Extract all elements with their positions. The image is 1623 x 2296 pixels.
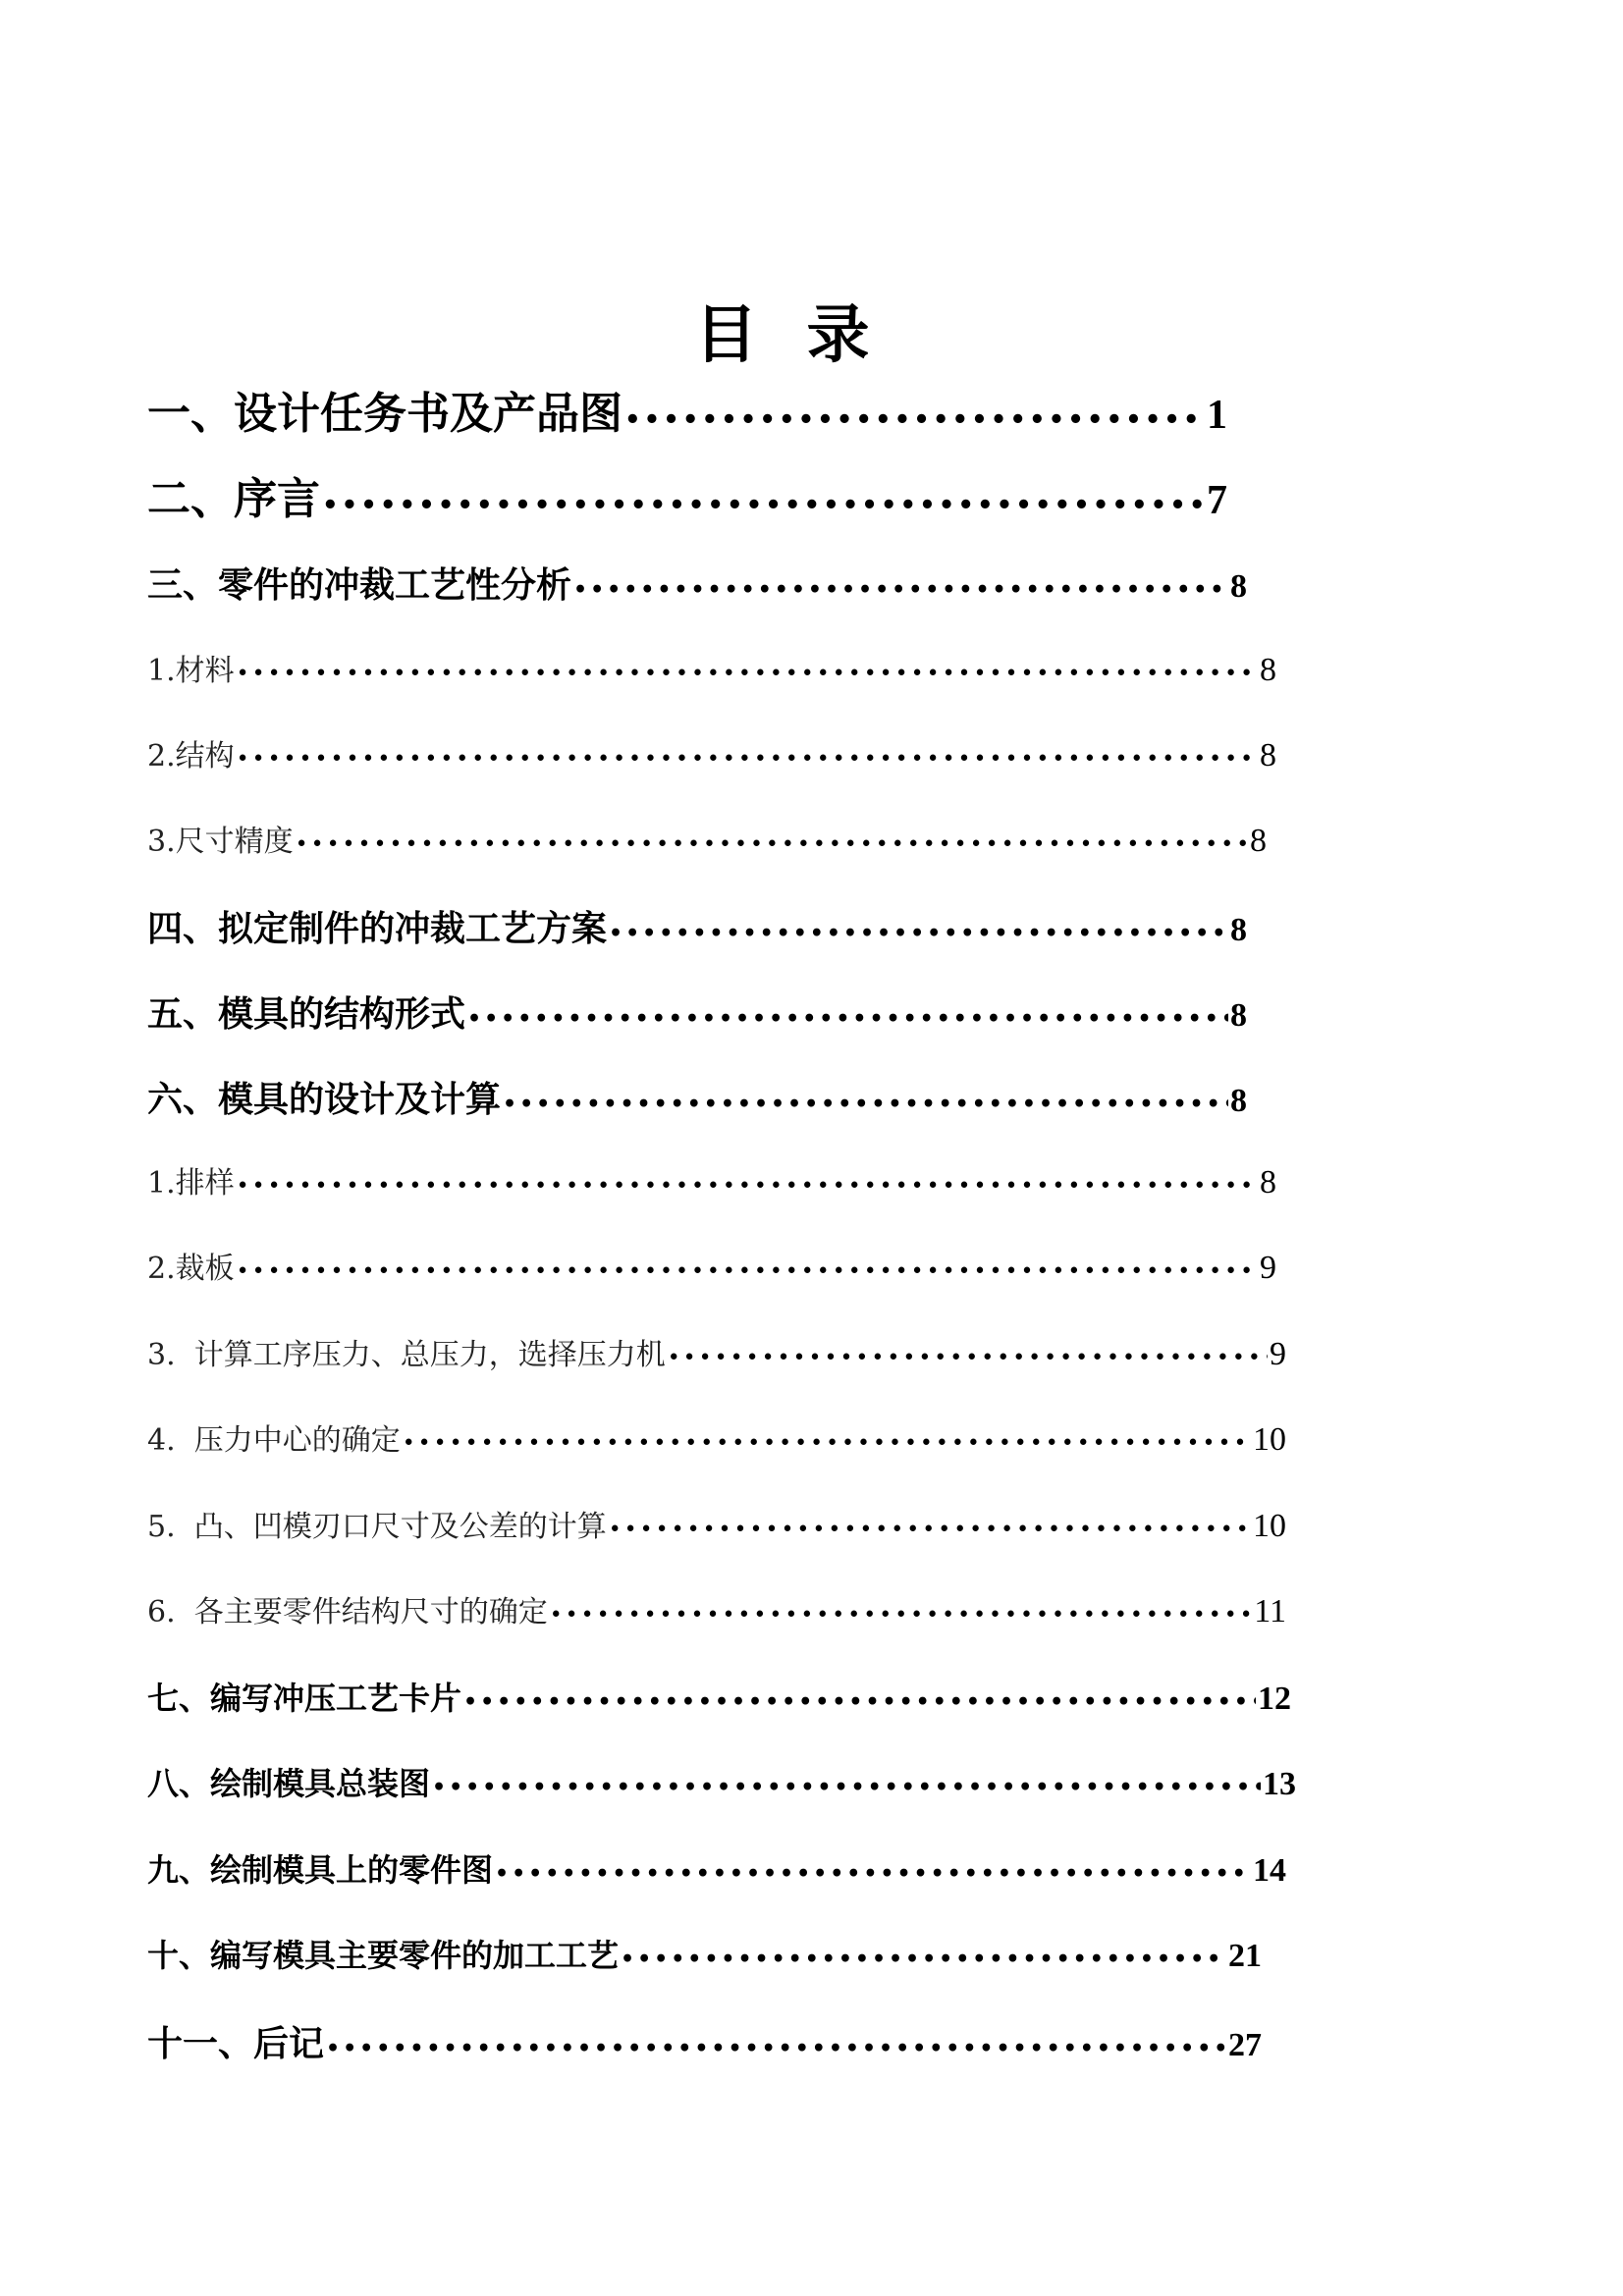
toc-entry-label: 1.排样 bbox=[147, 1166, 235, 1201]
toc-entry-page: 13 bbox=[1263, 1766, 1296, 1802]
toc-entry-page: 8 bbox=[1250, 823, 1267, 859]
toc-entry-page: 8 bbox=[1260, 652, 1276, 688]
toc-entry[interactable] bbox=[147, 1244, 1276, 1287]
toc-entry-page: 14 bbox=[1253, 1852, 1286, 1889]
dot-leader bbox=[237, 662, 1258, 686]
toc-entry[interactable] bbox=[147, 646, 1276, 689]
toc-entry-label: 二、序言 bbox=[147, 474, 320, 524]
toc-entry-label: 6. 各主要零件结构尺寸的确定 bbox=[147, 1595, 548, 1629]
toc-title-char-2: 录 bbox=[806, 298, 870, 372]
toc-entry-page: 8 bbox=[1230, 568, 1247, 605]
toc-entry-label: 4. 压力中心的确定 bbox=[147, 1423, 401, 1458]
dot-leader bbox=[326, 2036, 1226, 2061]
toc-entry-page: 7 bbox=[1207, 478, 1227, 523]
toc-entry[interactable] bbox=[147, 378, 1227, 441]
toc-entry-label: 3.尺寸精度 bbox=[147, 825, 294, 859]
toc-entry-page: 9 bbox=[1260, 1250, 1276, 1286]
toc-entry-page: 8 bbox=[1230, 997, 1247, 1034]
dot-leader bbox=[237, 1259, 1258, 1284]
toc-title-char-1: 目 bbox=[694, 298, 758, 372]
dot-leader bbox=[467, 1006, 1228, 1032]
dot-leader bbox=[237, 747, 1258, 772]
toc-entry[interactable] bbox=[147, 1415, 1286, 1459]
toc-entry[interactable] bbox=[147, 2016, 1262, 2066]
dot-leader bbox=[403, 1431, 1251, 1456]
dot-leader bbox=[668, 1346, 1268, 1370]
toc-entry-label: 八、绘制模具总装图 bbox=[147, 1765, 431, 1802]
dot-leader bbox=[322, 491, 1205, 520]
toc-entry-page: 8 bbox=[1260, 737, 1276, 774]
toc-entry[interactable] bbox=[147, 731, 1276, 774]
toc-entry-page: 11 bbox=[1254, 1593, 1286, 1629]
toc-entry-label: 十一、后记 bbox=[147, 2023, 325, 2064]
toc-entry-page: 8 bbox=[1260, 1164, 1276, 1201]
toc-entry-page: 1 bbox=[1207, 393, 1227, 438]
toc-entry-page: 10 bbox=[1253, 1421, 1286, 1458]
dot-leader bbox=[609, 1518, 1251, 1542]
toc-entry-label: 九、绘制模具上的零件图 bbox=[147, 1851, 494, 1889]
toc-entry[interactable] bbox=[147, 463, 1227, 526]
toc-entry-page: 10 bbox=[1253, 1508, 1286, 1544]
toc-entry-label: 2.结构 bbox=[147, 739, 235, 774]
toc-entry[interactable] bbox=[147, 901, 1247, 951]
dot-leader bbox=[432, 1775, 1261, 1800]
dot-leader bbox=[237, 1174, 1258, 1199]
toc-entry-label: 2.裁板 bbox=[147, 1252, 235, 1286]
dot-leader bbox=[621, 1947, 1226, 1972]
toc-entry-label: 十、编写模具主要零件的加工工艺 bbox=[147, 1937, 620, 1974]
toc-entry-page: 12 bbox=[1258, 1681, 1291, 1717]
toc-entry-label: 七、编写冲压工艺卡片 bbox=[147, 1680, 462, 1717]
toc-entry[interactable] bbox=[147, 987, 1247, 1037]
toc-entry[interactable] bbox=[147, 1931, 1262, 1976]
toc-entry-label: 四、拟定制件的冲裁工艺方案 bbox=[147, 908, 608, 949]
dot-leader bbox=[503, 1092, 1228, 1117]
dot-leader bbox=[609, 921, 1228, 946]
toc-title bbox=[0, 285, 1623, 375]
toc-entry[interactable] bbox=[147, 1845, 1286, 1891]
toc-entry-page: 8 bbox=[1230, 912, 1247, 948]
dot-leader bbox=[550, 1603, 1253, 1628]
toc-entry-page: 9 bbox=[1270, 1336, 1286, 1372]
toc-entry[interactable] bbox=[147, 1674, 1291, 1719]
dot-leader bbox=[296, 832, 1248, 857]
toc-entry-label: 六、模具的设计及计算 bbox=[147, 1079, 502, 1120]
toc-entry[interactable] bbox=[147, 817, 1267, 860]
toc-entry-label: 五、模具的结构形式 bbox=[147, 993, 466, 1035]
toc-entry[interactable] bbox=[147, 558, 1247, 608]
toc-entry[interactable] bbox=[147, 1759, 1296, 1804]
toc-entry-page: 21 bbox=[1228, 1938, 1262, 1974]
dot-leader bbox=[624, 405, 1205, 435]
dot-leader bbox=[463, 1689, 1256, 1715]
toc-entry-label: 一、设计任务书及产品图 bbox=[147, 389, 622, 439]
toc-entry-label: 1.材料 bbox=[147, 654, 235, 688]
toc-entry[interactable] bbox=[147, 1330, 1286, 1373]
toc-entry[interactable] bbox=[147, 1072, 1247, 1122]
toc-entry-page: 8 bbox=[1230, 1083, 1247, 1119]
toc-entry-label: 三、零件的冲裁工艺性分析 bbox=[147, 564, 572, 606]
toc-entry[interactable] bbox=[147, 1502, 1286, 1545]
toc-entry-label: 5. 凸、凹模刃口尺寸及公差的计算 bbox=[147, 1510, 607, 1544]
toc-entry[interactable] bbox=[147, 1158, 1276, 1201]
toc-entry-label: 3. 计算工序压力、总压力，选择压力机 bbox=[147, 1338, 666, 1372]
dot-leader bbox=[573, 577, 1228, 603]
toc-entry[interactable] bbox=[147, 1587, 1286, 1630]
dot-leader bbox=[495, 1861, 1251, 1887]
toc-entry-page: 27 bbox=[1228, 2027, 1262, 2063]
